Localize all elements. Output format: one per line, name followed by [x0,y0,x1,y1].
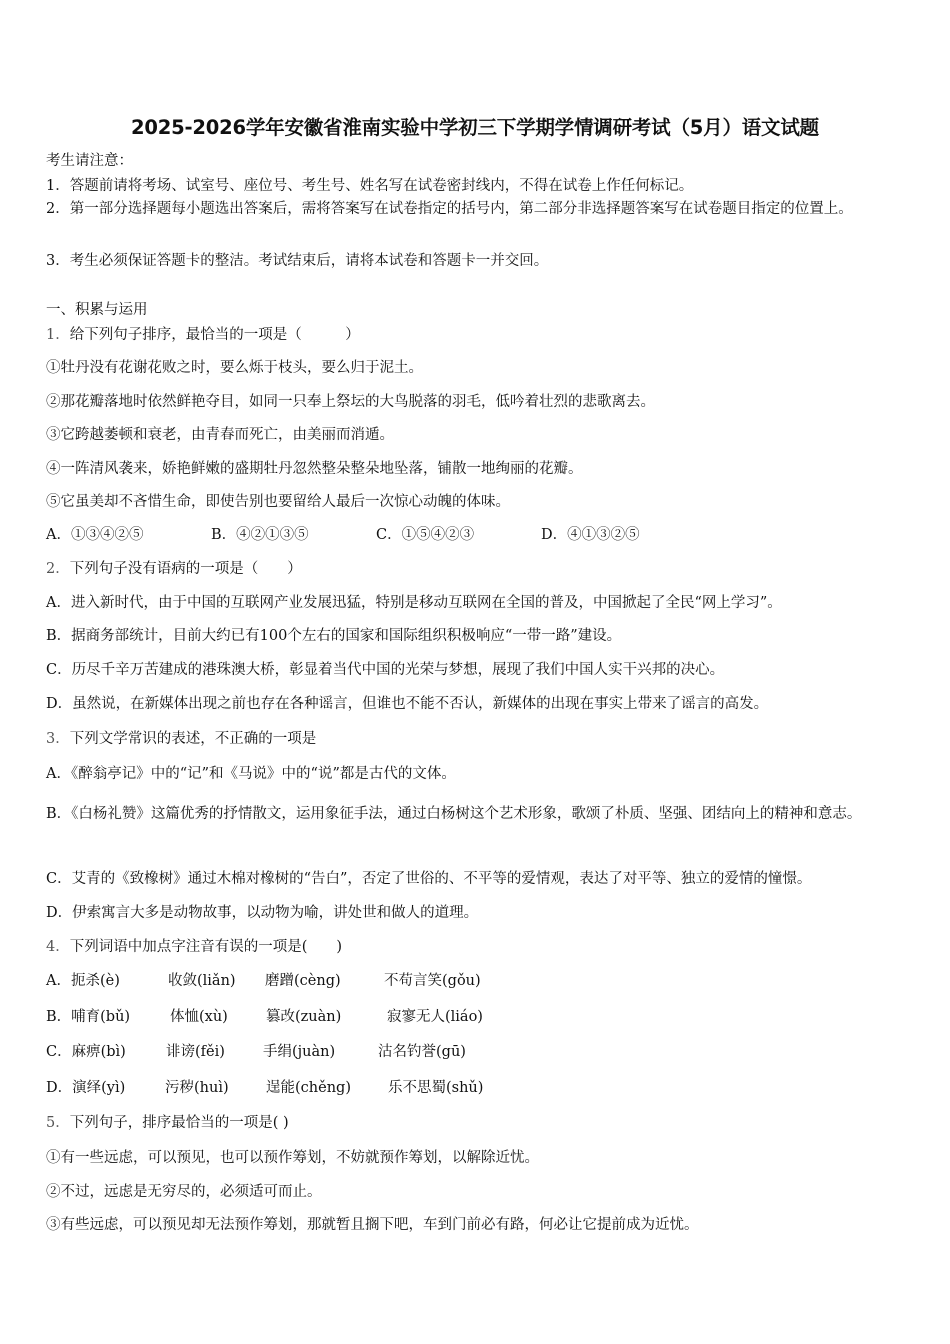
q5-sentence-1: ①有一些远虑，可以预见，也可以预作筹划，不妨就预作筹划，以解除近忧。 [46,1150,539,1166]
question-1 [46,328,360,343]
q3-option-b[interactable]: B．《白杨礼赞》这篇优秀的抒情散文，运用象征手法，通过白杨树这个艺术形象，歌颂了朴质、坚强、团结向上的精神和意志。 [46,806,862,822]
q1-option-b[interactable]: B．④②①③⑤ [211,527,309,543]
q1-sentence-1: ①牡丹没有花谢花败之时，要么烁于枝头，要么归于泥土。 [46,360,423,376]
q5-sentence-3: ③有些远虑，可以预见却无法预作筹划，那就暂且搁下吧，车到门前必有路，何必让它提前成为近忧。 [46,1217,699,1233]
q4-b-word-2: 体恤(xù) [170,1009,228,1025]
q1-sentence-5: ⑤它虽美却不吝惜生命，即使告别也要留给人最后一次惊心动魄的体味。 [46,494,510,510]
q4-c-word-1: C．麻痹(bì) [46,1044,126,1060]
q4-option-b[interactable] [46,1010,483,1025]
q1-sentence-3: ③它跨越萎顿和衰老，由青春而死亡，由美丽而消遁。 [46,427,394,443]
q4-c-word-2: 诽谤(fěi) [166,1044,225,1060]
q1-sentence-4: ④一阵清风袭来，娇艳鲜嫩的盛期牡丹忽然整朵整朵地坠落，铺散一地绚丽的花瓣。 [46,461,583,477]
q4-c-word-4: 沽名钓誉(gū) [378,1044,466,1060]
q4-option-c[interactable] [46,1045,466,1060]
question-number: 5． [46,1115,70,1131]
q4-b-word-3: 篡改(zuàn) [266,1009,342,1025]
q4-c-word-3: 手绢(juàn) [263,1044,336,1060]
question-number: 1． [46,327,70,343]
q4-a-word-3: 磨蹭(cèng) [265,973,341,989]
q2-option-d[interactable]: D．虽然说，在新媒体出现之前也存在各种谣言，但谁也不能不否认，新媒体的出现在事实上带来了谣言的高发。 [46,696,769,712]
q2-option-b[interactable]: B．据商务部统计，目前大约已有100个左右的国家和国际组织积极响应“一带一路”建设。 [46,628,622,644]
q3-option-a[interactable]: A．《醉翁亭记》中的“记”和《马说》中的“说”都是古代的文体。 [46,766,456,782]
question-2 [46,562,302,577]
notice-item-3: 3．考生必须保证答题卡的整洁。考试结束后，请将本试卷和答题卡一并交回。 [46,253,549,269]
q1-options [46,528,640,543]
q4-b-word-4: 寂寥无人(liáo) [387,1009,483,1025]
notice-item-2: 2．第一部分选择题每小题选出答案后，需将答案写在试卷指定的括号内，第二部分非选择题答案写在试卷题目指定的位置上。 [46,201,853,217]
q4-a-word-4: 不苟言笑(gǒu) [384,973,481,989]
question-stem: 下列词语中加点字注音有误的一项是( ) [69,939,343,955]
question-4 [46,940,342,955]
question-3 [46,732,316,747]
q3-option-d[interactable]: D．伊索寓言大多是动物故事，以动物为喻，讲处世和做人的道理。 [46,905,479,921]
exam-title: 2025-2026学年安徽省淮南实验中学初三下学期学情调研考试（5月）语文试题 [131,116,819,139]
q1-option-d[interactable]: D．④①③②⑤ [541,527,640,543]
question-stem: 下列句子没有语病的一项是（ ） [69,561,302,577]
question-stem: 下列句子，排序最恰当的一项是( ) [69,1115,289,1131]
question-stem: 下列文学常识的表述，不正确的一项是 [69,731,317,747]
q4-d-word-3: 逞能(chěng) [266,1080,351,1096]
q2-option-c[interactable]: C．历尽千辛万苦建成的港珠澳大桥，彰显着当代中国的光荣与梦想，展现了我们中国人实干兴邦的决心。 [46,662,725,678]
question-number: 3． [46,731,70,747]
q2-option-a[interactable]: A．进入新时代，由于中国的互联网产业发展迅猛，特别是移动互联网在全国的普及，中国掀起了全民“网上学习”。 [46,595,782,611]
question-number: 2． [46,561,70,577]
notice-item-1: 1．答题前请将考场、试室号、座位号、考生号、姓名写在试卷密封线内，不得在试卷上作任何标记。 [46,178,694,194]
q4-option-a[interactable] [46,974,481,989]
question-number: 4． [46,939,70,955]
q4-option-d[interactable] [46,1081,483,1096]
q4-d-word-1: D．演绎(yì) [46,1080,126,1096]
q4-b-word-1: B．哺育(bǔ) [46,1009,131,1025]
q1-option-c[interactable]: C．①⑤④②③ [376,527,475,543]
q5-sentence-2: ②不过，远虑是无穷尽的，必须适可而止。 [46,1184,322,1200]
q4-d-word-4: 乐不思蜀(shǔ) [388,1080,484,1096]
q4-a-word-2: 收敛(liǎn) [168,973,236,989]
question-5 [46,1116,289,1131]
question-stem: 给下列句子排序，最恰当的一项是（ ） [69,327,360,343]
notice-heading: 考生请注意： [46,153,133,169]
q4-d-word-2: 污秽(huì) [165,1080,229,1096]
q1-sentence-2: ②那花瓣落地时依然鲜艳夺目，如同一只奉上祭坛的大鸟脱落的羽毛，低吟着壮烈的悲歌离去。 [46,394,655,410]
q4-a-word-1: A．扼杀(è) [46,973,120,989]
q3-option-c[interactable]: C．艾青的《致橡树》通过木棉对橡树的“告白”，否定了世俗的、不平等的爱情观，表达了对平等、独立的爱情的憧憬。 [46,871,812,887]
q1-option-a[interactable]: A．①③④②⑤ [46,527,144,543]
section-heading: 一、积累与运用 [46,302,148,318]
